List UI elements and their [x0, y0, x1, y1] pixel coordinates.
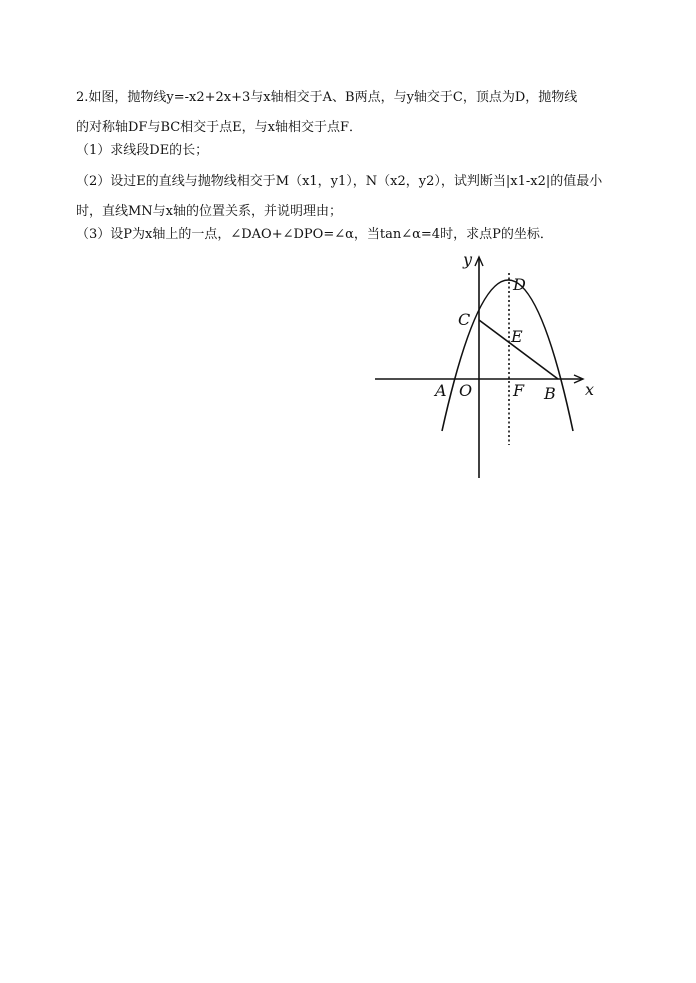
label-d: D: [513, 275, 526, 294]
parabola-figure: [370, 250, 600, 485]
parabola-curve: [442, 280, 573, 431]
problem-statement-line-1: 2.如图，抛物线y=-x2+2x+3与x轴相交于A、B两点，与y轴交于C，顶点为D，抛物线: [76, 90, 578, 105]
label-e: E: [511, 327, 523, 346]
label-o: O: [459, 381, 473, 400]
question-part-3: （3）设P为x轴上的一点，∠DAO+∠DPO=∠α，当tan∠α=4时，求点P的坐标．: [76, 227, 553, 242]
question-part-2-line-1: （2）设过E的直线与抛物线相交于M（x1，y1），N（x2，y2），试判断当|x1-x2|的值最小: [76, 174, 603, 189]
label-b: B: [544, 384, 556, 403]
label-a: A: [435, 381, 447, 400]
label-y: y: [463, 250, 473, 269]
label-c: C: [458, 310, 471, 329]
question-part-1: （1）求线段DE的长；: [76, 143, 209, 158]
question-part-2-line-2: 时，直线MN与x轴的位置关系，并说明理由；: [76, 204, 343, 219]
label-x: x: [585, 380, 595, 399]
label-f: F: [513, 381, 525, 400]
problem-statement-line-2: 的对称轴DF与BC相交于点E，与x轴相交于点F．: [76, 120, 363, 135]
